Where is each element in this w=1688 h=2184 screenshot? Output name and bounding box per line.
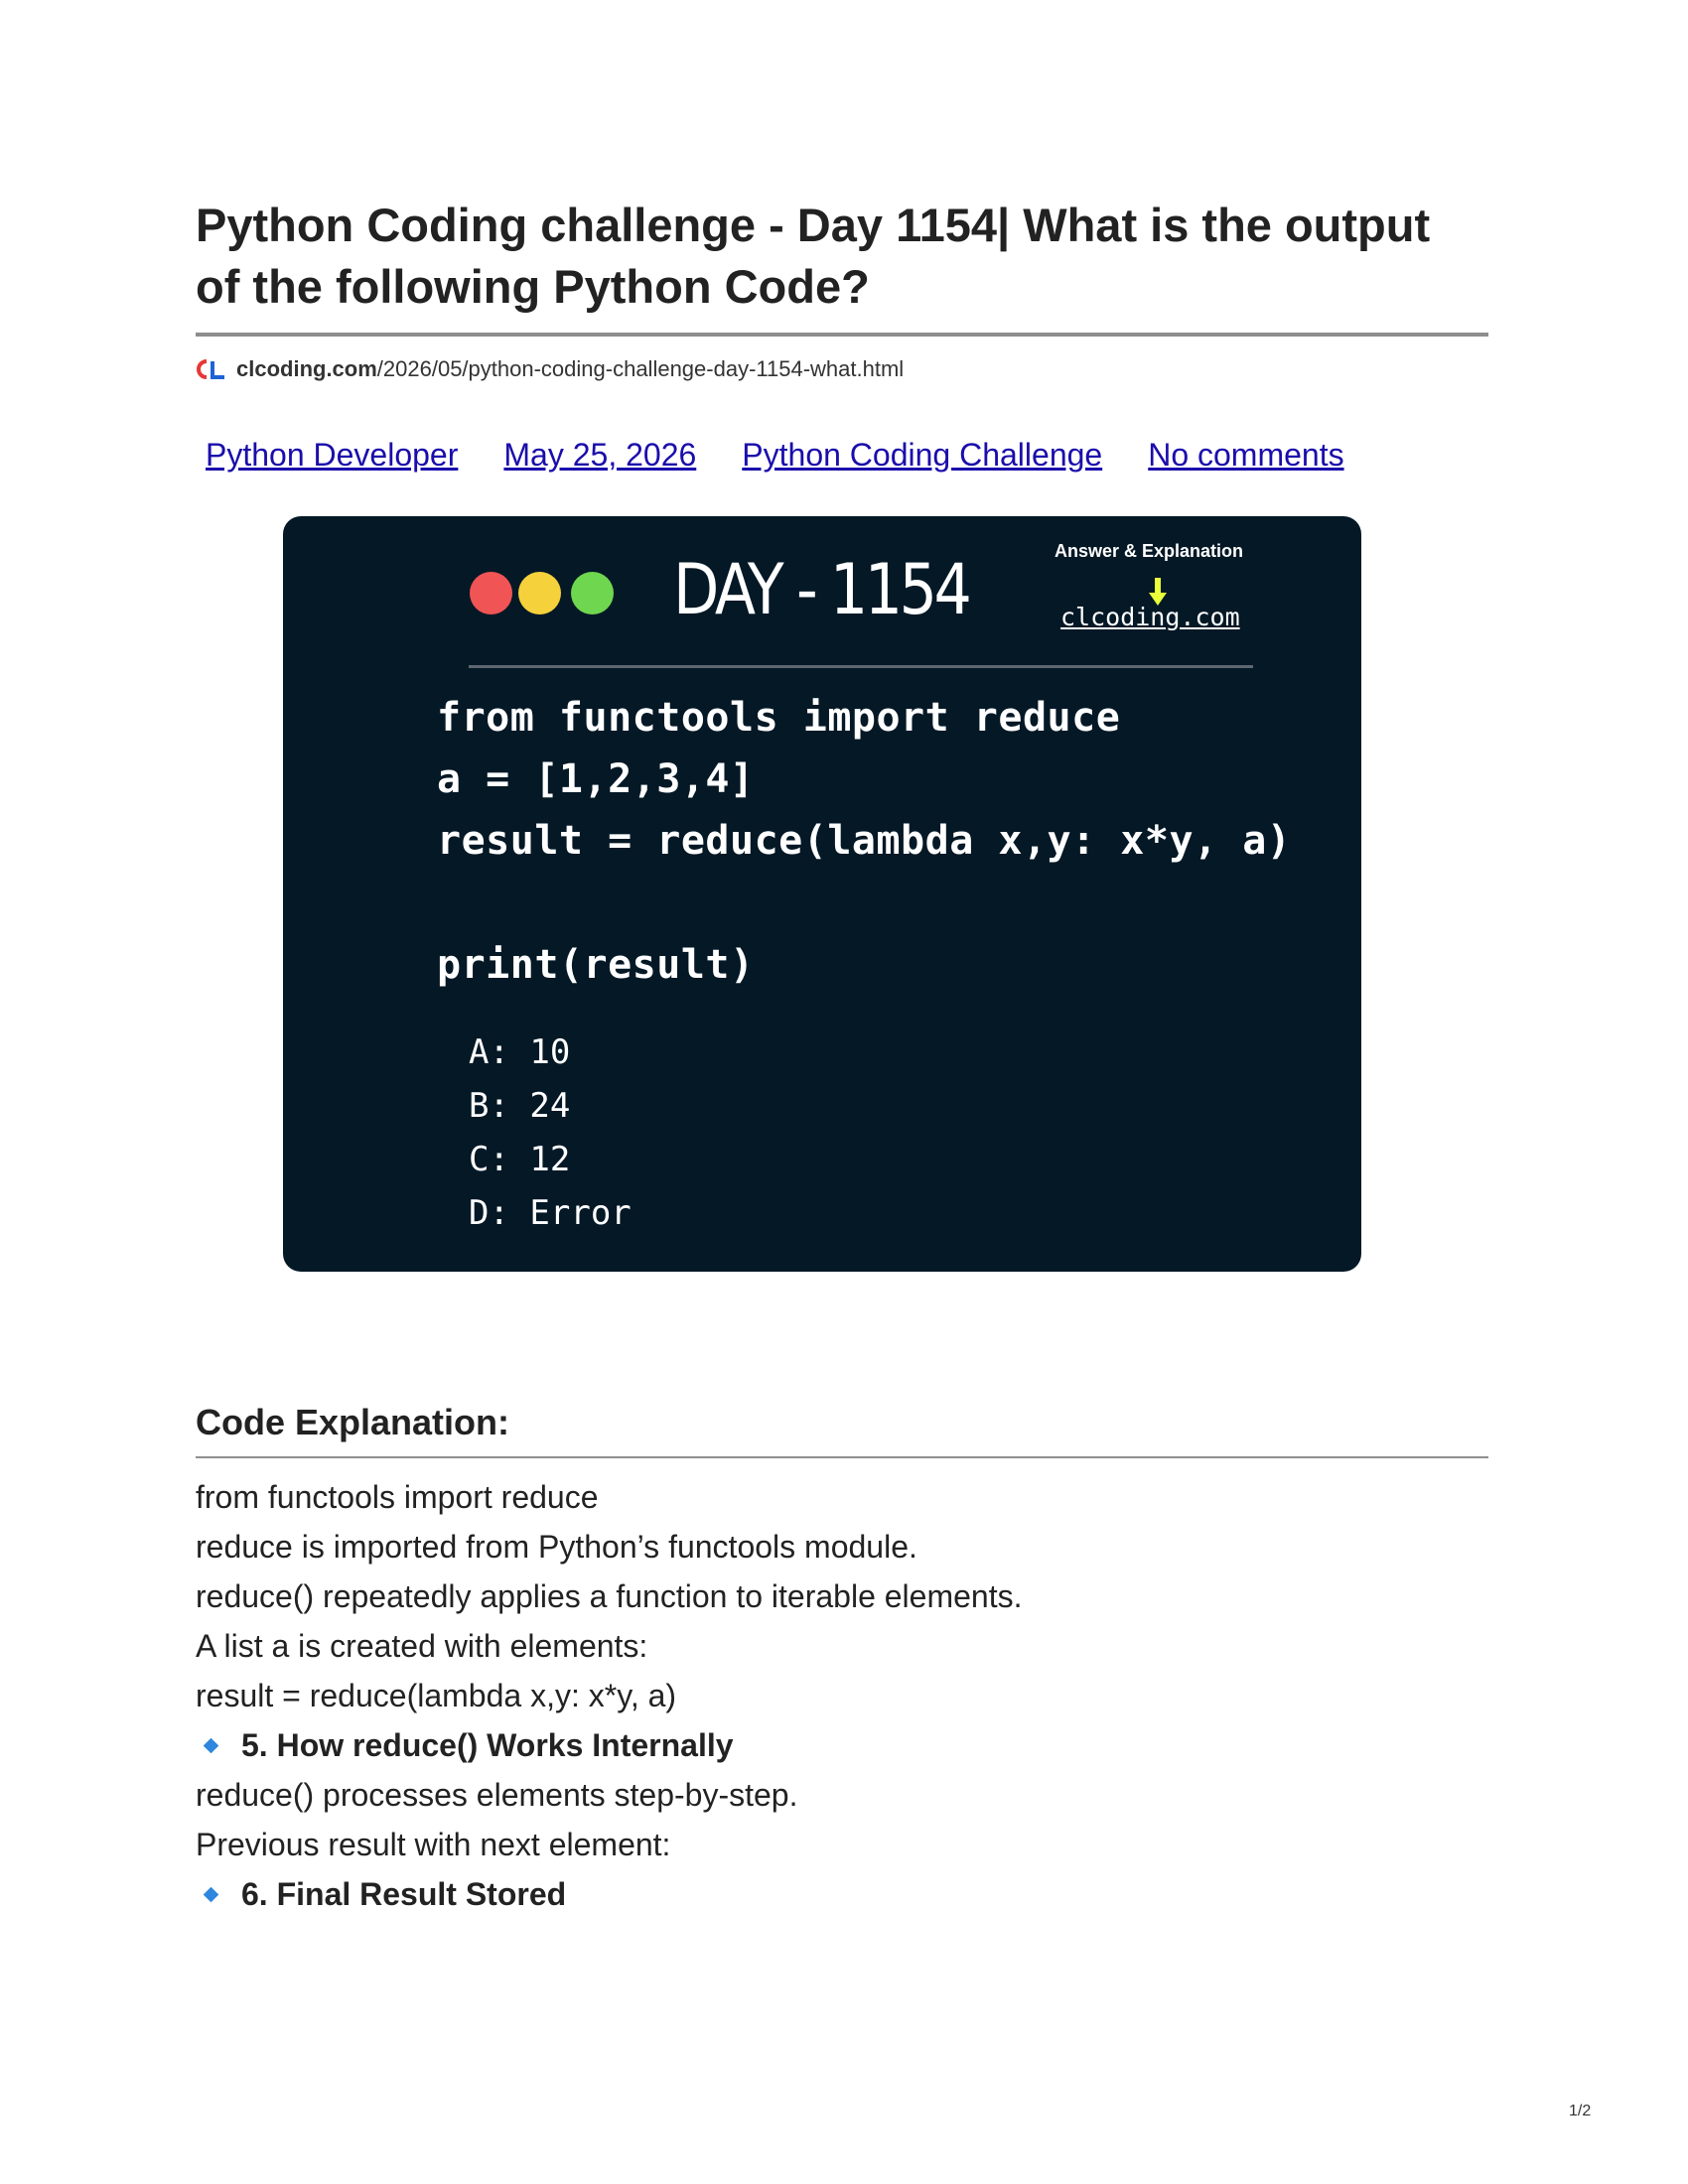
page-title: Python Coding challenge - Day 1154| What is the output of the following Python Code? xyxy=(196,199,1431,313)
code-line: result = reduce(lambda x,y: x*y, a) xyxy=(437,818,1292,864)
code-line: a = [1,2,3,4] xyxy=(437,756,755,802)
source-path: /2026/05/python-coding-challenge-day-1154-what.html xyxy=(376,356,905,381)
post-meta xyxy=(206,437,1344,474)
author-link[interactable]: Python Developer xyxy=(206,437,459,473)
source-url[interactable] xyxy=(196,353,904,385)
answer-option: D: Error xyxy=(469,1193,632,1233)
answer-option: B: 24 xyxy=(469,1086,571,1126)
source-domain: clcoding.com xyxy=(236,356,377,381)
bullet-heading xyxy=(206,1876,566,1913)
yellow-dot-icon xyxy=(518,572,561,614)
explanation-line: result = reduce(lambda x,y: x*y, a) xyxy=(196,1678,677,1713)
diamond-bullet-icon xyxy=(204,1887,219,1903)
hero-domain: clcoding.com xyxy=(1060,603,1240,631)
explanation-line: Previous result with next element: xyxy=(196,1827,671,1862)
explanation-line: from functools import reduce xyxy=(196,1479,599,1515)
diamond-bullet-icon xyxy=(204,1738,219,1754)
explanation-line: reduce is imported from Python’s functools module. xyxy=(196,1529,917,1565)
explanation-line: A list a is created with elements: xyxy=(196,1628,648,1664)
explanation-line: reduce() repeatedly applies a function to iterable elements. xyxy=(196,1578,1023,1614)
page-number: 1/2 xyxy=(1569,2103,1592,2119)
title-divider xyxy=(196,333,1488,337)
day-label: DAY - 1154 xyxy=(673,549,969,630)
hero-divider xyxy=(469,665,1253,668)
code-line: print(result) xyxy=(437,942,755,988)
category-link[interactable]: Python Coding Challenge xyxy=(742,437,1103,473)
red-dot-icon xyxy=(470,572,512,614)
code-line: from functools import reduce xyxy=(437,695,1121,741)
section-divider xyxy=(196,1456,1488,1458)
bullet-text: 5. How reduce() Works Internally xyxy=(241,1727,734,1763)
explanation-line: reduce() processes elements step-by-step. xyxy=(196,1777,798,1813)
clcoding-logo-icon xyxy=(196,358,227,380)
answer-option: C: 12 xyxy=(469,1140,571,1179)
comments-link[interactable]: No comments xyxy=(1148,437,1344,473)
bullet-heading xyxy=(206,1727,734,1764)
bullet-text: 6. Final Result Stored xyxy=(241,1876,567,1912)
green-dot-icon xyxy=(571,572,614,614)
answer-option: A: 10 xyxy=(469,1032,571,1072)
answer-label: Answer & Explanation xyxy=(1055,541,1244,561)
date-link[interactable]: May 25, 2026 xyxy=(503,437,697,473)
section-heading: Code Explanation: xyxy=(196,1402,510,1442)
